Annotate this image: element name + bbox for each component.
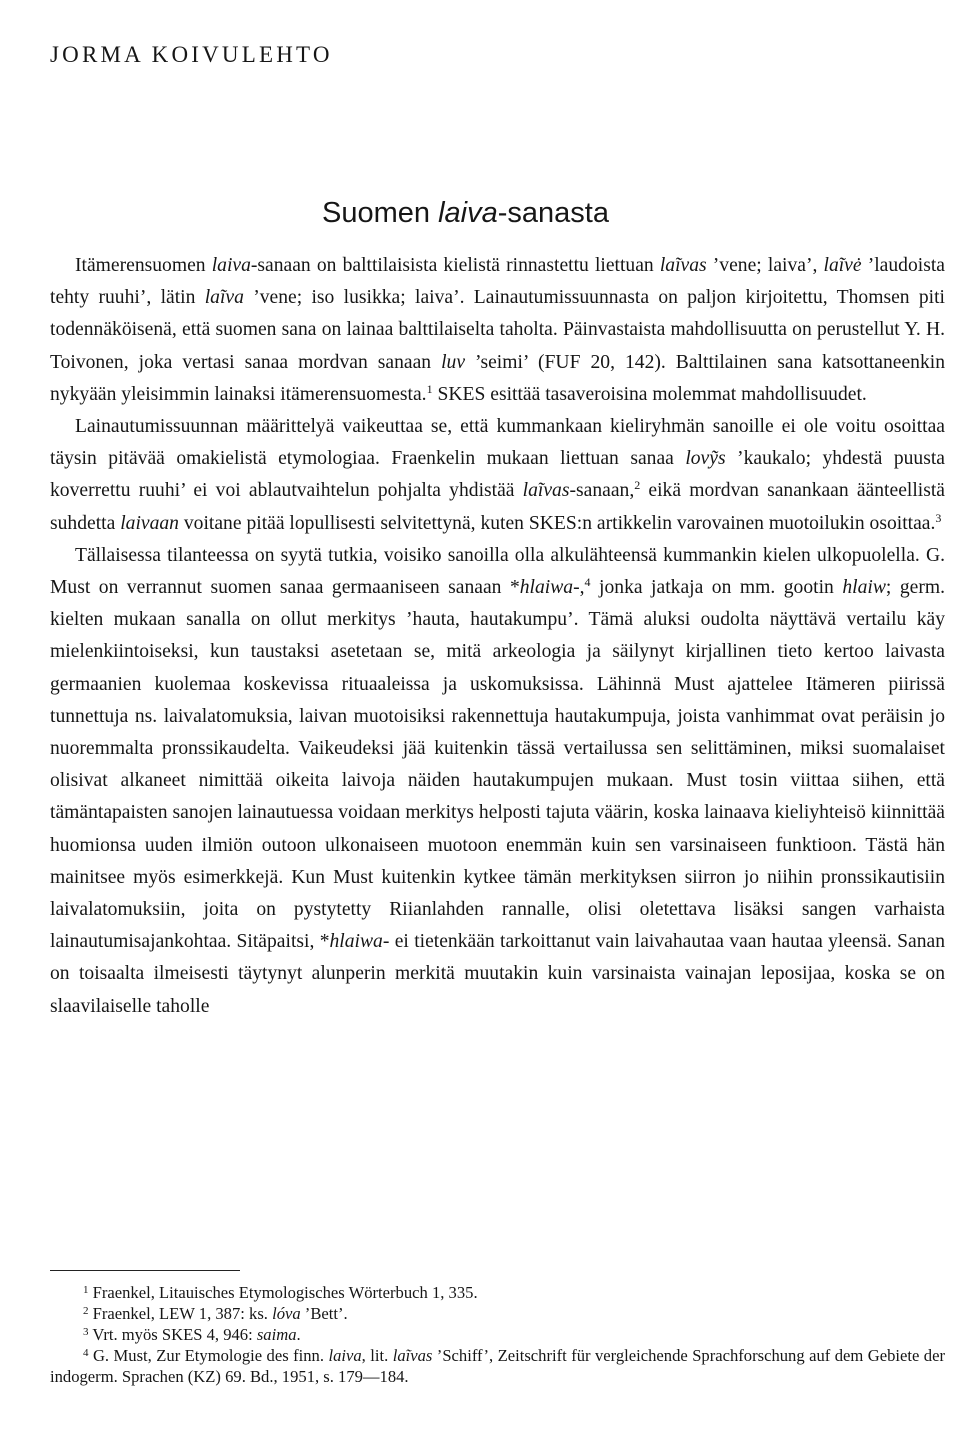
italic-term: laĩvas (522, 480, 570, 502)
text-run: Lainautumissuunnan määrittelyä vaikeuttaa se, että kummankaan kieliryhmän sanoille ei ole voitu osoittaa täysin pitävää omakielistä etymologiaa. Fraenkelin mukaan liettuan sanaa (50, 416, 945, 470)
italic-term: hlaiw (842, 577, 886, 599)
text-run: eikä mordvan sanankaan äänteellistä suhdetta (50, 480, 945, 534)
text-run: G. Must, Zur Etymologie des finn. (88, 1346, 329, 1365)
footnote-ref: 1 (83, 1284, 89, 1296)
paragraph (50, 250, 945, 411)
footnotes (50, 1282, 945, 1387)
text-run: Tällaisessa tilanteessa on syytä tutkia, voisiko sanoilla olla alkulähteensä kummankin kielen ulkopuolella. G. Must on verrannut suomen sanaa germaaniseen sanaan * (50, 544, 945, 599)
footnote-ref: 1 (426, 381, 433, 396)
footnote (50, 1282, 945, 1303)
text-run: ’kaukalo; yhdestä puusta koverrettu ruuhi’ ei voi ablautvaihtelun pohjalta yhdistää (50, 448, 945, 502)
footnote-ref: 3 (83, 1326, 89, 1338)
text-run: ’vene; laiva’, (706, 255, 824, 276)
italic-term: saima (256, 1325, 297, 1344)
text-run: . (296, 1325, 301, 1344)
italic-term: hlaiwa- (519, 577, 580, 599)
paragraph (50, 540, 945, 1023)
article-title (0, 197, 960, 230)
text-run: Fraenkel, Litauisches Etymologisches Wörterbuch 1, 335. (88, 1283, 478, 1302)
footnote-ref: 3 (935, 510, 942, 525)
text-run: ’vene; iso lusikka; laiva’. Lainautumissuunnasta on paljon kirjoitettu, Thomsen piti todennäköisenä, että suomen sana on lainaa balttilaiselta taholta. Päinvastaista mahdollisuutta on perustellut Y. H. Toivonen, joka vertasi sanaa mordvan sanaan (50, 287, 946, 373)
article-body (50, 250, 945, 1023)
italic-term: laĩva (204, 287, 244, 309)
italic-term: laĩvė (823, 255, 862, 276)
text-run: Fraenkel, LEW 1, 387: ks. (88, 1304, 273, 1323)
footnote-ref: 4 (83, 1347, 89, 1359)
footnote (50, 1303, 945, 1324)
text-run: jonka jatkaja on mm. gootin (590, 577, 843, 599)
author-header: JORMA KOIVULEHTO (50, 42, 333, 67)
text-run: voitane pitää lopullisesti selvitettynä, kuten SKES:n artikkelin varovainen muotoilukin osoittaa. (178, 512, 936, 534)
italic-term: laivaan (120, 512, 179, 534)
italic-term: laiva (211, 255, 251, 276)
text-run: SKES esittää tasaveroisina molemmat mahdollisuudet. (432, 383, 867, 405)
text-run: ’laudoista tehty ruuhi’, lätin (50, 255, 945, 309)
text-run: -sanaan, (569, 480, 635, 502)
text-run: -sanaan on balttilaisista kielistä rinnastettu liettuan (250, 255, 660, 276)
italic-term: luv (441, 351, 466, 373)
text-run: ’seimi’ (FUF 20, 142). Balttilainen sana katsottaneenkin nykyään yleisimmin lainaksi itämerensuomesta. (50, 351, 945, 405)
text-run: Vrt. myös SKES 4, 946: (88, 1325, 257, 1344)
title-italic-word: laiva (438, 197, 498, 230)
footnote-ref: 4 (584, 575, 591, 590)
footnote-ref: 2 (634, 478, 641, 493)
italic-term: hlaiwa- (329, 931, 390, 953)
italic-term: laiva (328, 1346, 362, 1365)
text-run: ’Schiff’, Zeitschrift für vergleichende Sprachforschung auf dem Gebiete der indogerm. Sprachen (KZ) 69. Bd., 1951, s. 179—184. (50, 1346, 945, 1386)
italic-term: lóva (272, 1304, 301, 1323)
paragraph (50, 411, 945, 540)
title-suffix: -sanasta (497, 197, 609, 230)
text-run: , (579, 577, 585, 599)
italic-term: lovỹs (685, 448, 726, 470)
text-run: Itämerensuomen (75, 255, 212, 276)
footnote (50, 1345, 945, 1387)
footnote (50, 1324, 945, 1345)
text-run: ’Bett’. (300, 1304, 348, 1323)
italic-term: laĩvas (659, 255, 707, 276)
footnote-ref: 2 (83, 1305, 89, 1317)
text-run: ; germ. kielten mukaan sanalla on ollut merkitys ’hauta, hautakumpu’. Tämä aluksi oudolta näyttävä vertailu käy mielenkiintoiseksi, kun taustaksi asetetaan se, mitä arkeologia ja säilynyt kirjallinen tieto kertoo laivasta germaanien kuolemaa koskevissa rituaaleissa ja uskomuksissa. Lähinnä Must ajattelee Itämeren piirissä tunnettuja ns. laivalatomuksia, laivan muotoisiksi rakennettuja hautakumpuja, joista vanhimmat ovat peräisin jo nuoremmalta pronssikaudelta. Vaikeudeksi jää kuitenkin tässä vertailussa sen selittäminen, miksi suomalaiset olisivat alkaneet nimittää oikeita laivoja näiden hautakumpujen mukaan. Must tosin viittaa siihen, että tämäntapaisten sanojen lainautuessa voidaan merkitys helposti tajuta väärin, koska lainaava kieliyhteisö kiinnittää huomionsa uuden ilmiön outoon ulkonaiseen muotoon enemmän kuin sen varsinaiseen funktioon. Tästä hän mainitsee myös esimerkkejä. Kun Must kuitenkin kytkee tämän merkityksen siirron jo niihin pronssikautisiin laivalatomuksiin, joita on pystytetty Riianlahden rannalle, olisi oletettava lisäksi sangen varhaista lainautumisajankohtaa. Sitäpaitsi, * (50, 577, 946, 953)
text-run: , lit. (361, 1346, 393, 1365)
italic-term: laĩvas (392, 1346, 433, 1365)
footnote-divider (50, 1270, 240, 1271)
text-run: ei tietenkään tarkoittanut vain laivahautaa vaan hautaa yleensä. Sanan on toisaalta ilmeisesti täytynyt alunperin merkitä muutakin kuin varsinaista vainajan leposijaa, koska se on slaavilaiselle taholle (50, 931, 945, 1017)
title-prefix: Suomen (322, 197, 439, 230)
